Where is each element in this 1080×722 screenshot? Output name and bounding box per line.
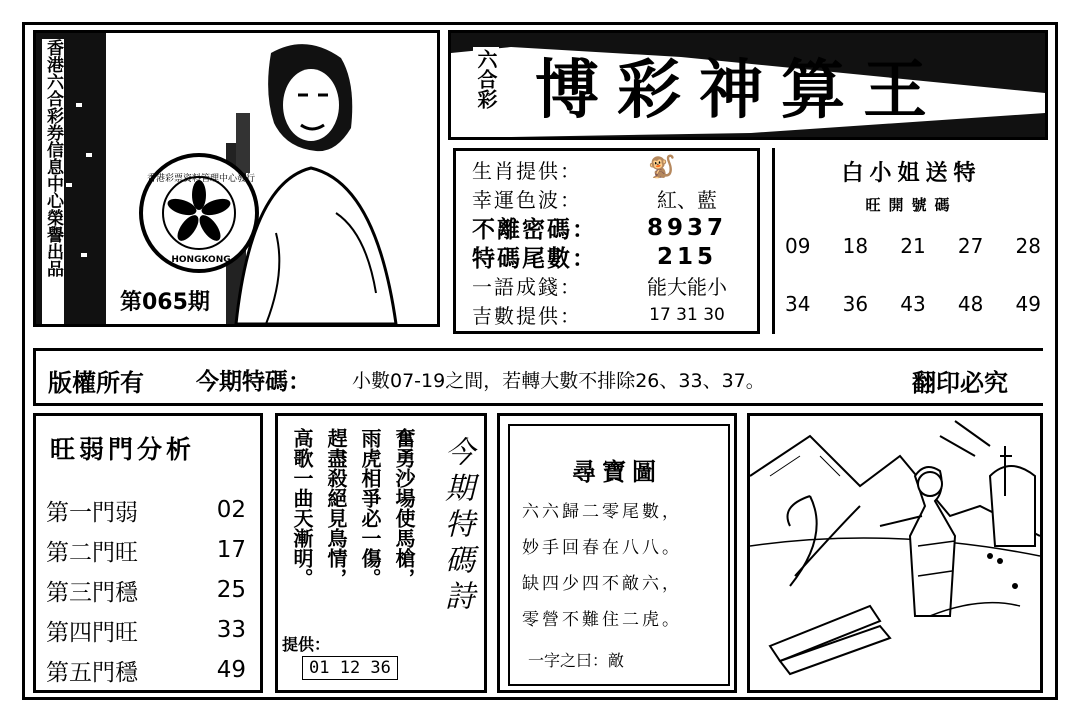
treasure-line: 缺四少四不敵六， <box>522 574 682 594</box>
banner-strip <box>33 348 1043 406</box>
gate-row <box>46 570 246 610</box>
info-row <box>472 213 752 242</box>
photo-panel <box>33 30 440 327</box>
issue-number: 第065期 <box>116 285 214 316</box>
poem-side-title: 今期特碼詩 <box>439 436 474 616</box>
special-panel <box>772 148 1048 334</box>
zodiac-icon: 🐒 <box>648 155 676 180</box>
special-title: 白小姐送特 <box>841 160 982 186</box>
scholar-illustration <box>750 416 1040 690</box>
info-value: 紅、藍 <box>657 188 717 212</box>
gate-name: 第一門弱 <box>46 499 138 526</box>
treasure-lines <box>522 494 722 638</box>
gate-name: 第二門旺 <box>46 539 138 566</box>
copyright-left: 版權所有 <box>48 368 144 397</box>
special-number: 18 <box>842 234 869 258</box>
copyright-right: 翻印必究 <box>912 368 1008 397</box>
gate-name: 第三門穩 <box>46 579 138 606</box>
info-panel <box>453 148 760 334</box>
info-label: 吉數提供： <box>472 304 582 328</box>
poem-columns <box>286 428 420 628</box>
banner-label: 今期特碼： <box>196 369 311 395</box>
info-row <box>472 242 752 271</box>
special-subtitle: 旺開號碼 <box>865 196 958 214</box>
treasure-panel <box>497 413 737 693</box>
special-row-2 <box>785 292 1041 316</box>
poem-column: 趕盡殺絕見鳥情， <box>324 428 348 588</box>
poem-column: 雨虎相爭必一傷。 <box>358 428 382 588</box>
info-row <box>472 184 752 213</box>
left-vertical-text: 香港六合彩券信息中心榮譽出品 <box>42 39 64 324</box>
info-label: 不離密碼： <box>472 217 597 243</box>
special-number: 48 <box>957 292 984 316</box>
gate-rows <box>46 490 246 690</box>
provide-numbers: 01 12 36 <box>302 656 398 680</box>
special-row-1 <box>785 234 1041 258</box>
gate-row <box>46 530 246 570</box>
treasure-line: 妙手回春在八八。 <box>522 538 682 558</box>
gate-number: 17 <box>216 537 246 563</box>
special-number: 43 <box>900 292 926 316</box>
gate-row <box>46 490 246 530</box>
gate-name: 第五門穩 <box>46 659 138 686</box>
poem-column: 奮勇沙場使馬槍， <box>392 428 416 588</box>
info-label: 幸運色波： <box>472 188 582 212</box>
special-number: 28 <box>1015 234 1041 258</box>
title-small: 六合彩 <box>474 49 498 109</box>
info-row <box>472 155 752 184</box>
emblem-caption: 香港彩票資料管理中心發行 <box>146 174 255 184</box>
info-value: 8937 <box>646 214 727 241</box>
special-number: 09 <box>785 234 811 258</box>
info-label: 特碼尾數： <box>472 246 597 272</box>
poem-panel <box>275 413 487 693</box>
info-value: 215 <box>656 243 717 270</box>
treasure-line: 六六歸二零尾數， <box>522 502 682 522</box>
poem-column: 高歌一曲天漸明。 <box>290 428 314 588</box>
gate-number: 25 <box>216 577 246 603</box>
gate-number: 33 <box>216 617 246 643</box>
special-number: 36 <box>842 292 869 316</box>
special-number: 49 <box>1015 292 1041 316</box>
info-label: 一語成錢： <box>472 275 582 299</box>
treasure-line: 零營不難住二虎。 <box>522 610 682 630</box>
special-number: 34 <box>785 292 811 316</box>
gate-row <box>46 610 246 650</box>
gate-name: 第四門旺 <box>46 619 138 646</box>
gate-number: 49 <box>216 657 246 683</box>
info-value: 能大能小 <box>647 275 727 299</box>
gates-title: 旺弱門分析 <box>50 435 196 464</box>
gate-row <box>46 650 246 690</box>
emblem-sub: HONGKONG <box>171 255 231 265</box>
info-value: 17 31 30 <box>649 304 725 325</box>
title-panel <box>448 30 1048 140</box>
info-row <box>472 271 752 300</box>
treasure-title: 尋寶圖 <box>572 457 662 486</box>
banner-text: 小數07-19之間，若轉大數不排除26、33、37。 <box>352 370 765 392</box>
gates-panel <box>33 413 263 693</box>
special-number: 21 <box>900 234 926 258</box>
info-rows <box>472 155 752 329</box>
special-number: 27 <box>957 234 984 258</box>
provide-label: 提供： <box>282 635 331 654</box>
treasure-footer: 一字之曰：敵 <box>528 651 625 670</box>
illustration-panel <box>747 413 1043 693</box>
gate-number: 02 <box>216 497 246 523</box>
info-row <box>472 300 752 329</box>
info-label: 生肖提供： <box>472 159 582 183</box>
main-title: 博彩神算王 <box>535 53 945 128</box>
